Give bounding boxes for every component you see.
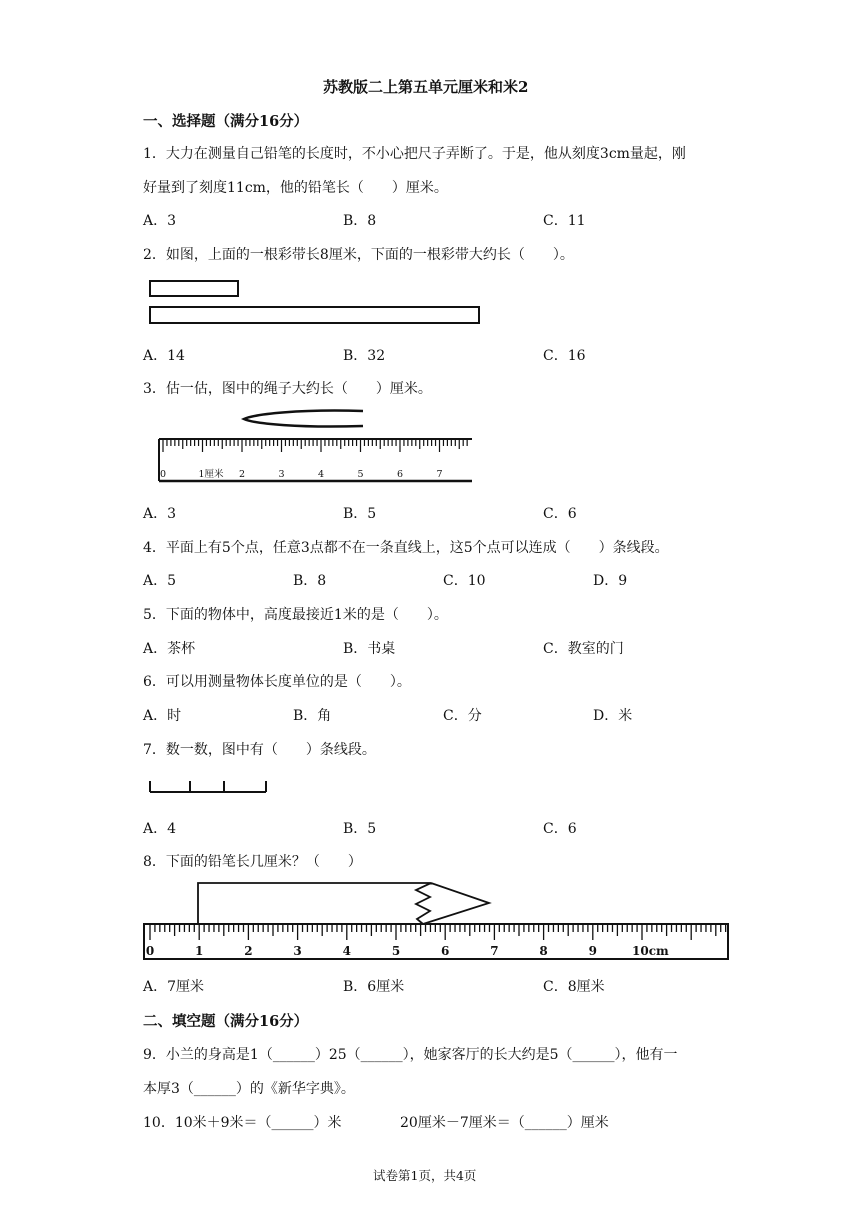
question-1-line-2: 好量到了刻度11cm，他的铅笔长（ ）厘米。	[143, 180, 448, 196]
ruler-8-label: 7	[490, 944, 499, 958]
question-4: 4．平面上有5个点，任意3点都不在一条直线上，这5个点可以连成（ ）条线段。	[143, 540, 669, 556]
q1-option-b: B．8	[343, 213, 377, 229]
ruler-8-label: 9	[588, 944, 597, 958]
question-10-part-a: 10．10米＋9米＝（______）米	[143, 1115, 342, 1131]
ruler-8-label: 6	[441, 944, 450, 958]
q5-option-a: A．茶杯	[143, 641, 196, 657]
q6-option-b: B．角	[293, 708, 332, 724]
ruler-3-label: 4	[317, 469, 325, 480]
q3-option-c: C．6	[543, 506, 577, 522]
question-5: 5．下面的物体中，高度最接近1米的是（ ）。	[143, 607, 448, 623]
ruler-3-label: 2	[238, 469, 246, 480]
q8-option-c: C．8厘米	[543, 979, 605, 995]
q2-option-b: B．32	[343, 348, 386, 364]
page-title: 苏教版二上第五单元厘米和米2	[323, 78, 529, 96]
ruler-8-label: 1	[195, 944, 204, 958]
ruler-3-label: 1厘米	[198, 469, 224, 480]
q4-option-d: D．9	[593, 573, 628, 589]
question-6: 6．可以用测量物体长度单位的是（ ）。	[143, 674, 411, 690]
ruler-8-label: 3	[293, 944, 302, 958]
question-10-part-b: 20厘米－7厘米＝（______）厘米	[400, 1115, 609, 1131]
q3-option-a: A．3	[143, 506, 177, 522]
ruler-8-label: 8	[539, 944, 548, 958]
question-9-line-1: 9．小兰的身高是1（______）25（______），她家客厅的长大约是5（______），他有一	[143, 1047, 678, 1063]
q5-option-c: C．教室的门	[543, 641, 624, 657]
ruler-8-ticks	[150, 924, 726, 940]
q4-option-a: A．5	[143, 573, 177, 589]
ruler-8-label: 0	[145, 944, 155, 958]
ruler-3-label: 6	[396, 469, 404, 480]
ruler-8-label: 2	[244, 944, 253, 958]
question-2: 2．如图，上面的一根彩带长8厘米，下面的一根彩带大约长（ ）。	[143, 247, 574, 263]
ruler-8-labels	[146, 944, 669, 958]
section-heading-fill: 二、填空题（满分16分）	[143, 1013, 309, 1030]
q3-option-b: B．5	[343, 506, 377, 522]
page-footer: 试卷第1页，共4页	[373, 1168, 477, 1183]
ruler-3-label: 7	[436, 469, 443, 480]
q8-option-b: B．6厘米	[343, 979, 405, 995]
ruler-3-label: 5	[357, 469, 364, 480]
q2-option-c: C．16	[543, 348, 586, 364]
ruler-8-label: 4	[342, 944, 351, 958]
question-1-line-1: 1．大力在测量自己铅笔的长度时，不小心把尺子弄断了。于是，他从刻度3cm量起，刚	[143, 146, 686, 162]
q6-option-c: C．分	[443, 708, 482, 724]
q4-option-b: B．8	[293, 573, 327, 589]
q5-option-b: B．书桌	[343, 641, 396, 657]
q1-option-a: A．3	[143, 213, 177, 229]
pencil	[198, 883, 489, 924]
q1-option-c: C．11	[543, 213, 586, 229]
question-9-line-2: 本厚3（______）的《新华字典》。	[143, 1081, 355, 1097]
q6-option-a: A．时	[143, 708, 182, 724]
q2-option-a: A．14	[143, 348, 185, 364]
q7-option-b: B．5	[343, 821, 377, 837]
ruler-8-label: 5	[391, 944, 401, 958]
question-7: 7．数一数，图中有（ ）条线段。	[143, 742, 376, 758]
q7-option-a: A．4	[143, 821, 177, 837]
ruler-3-label: 0	[159, 469, 167, 480]
question-8: 8．下面的铅笔长几厘米？（ ）	[143, 854, 362, 870]
q8-option-a: A．7厘米	[143, 979, 205, 995]
question-3: 3．估一估，图中的绳子大约长（ ）厘米。	[143, 381, 432, 397]
ruler-3-label: 3	[278, 469, 285, 480]
ruler-8-label: 10cm	[632, 944, 669, 958]
q4-option-c: C．10	[443, 573, 486, 589]
section-heading-choice: 一、选择题（满分16分）	[143, 113, 309, 130]
q7-option-c: C．6	[543, 821, 577, 837]
q6-option-d: D．米	[593, 708, 633, 724]
